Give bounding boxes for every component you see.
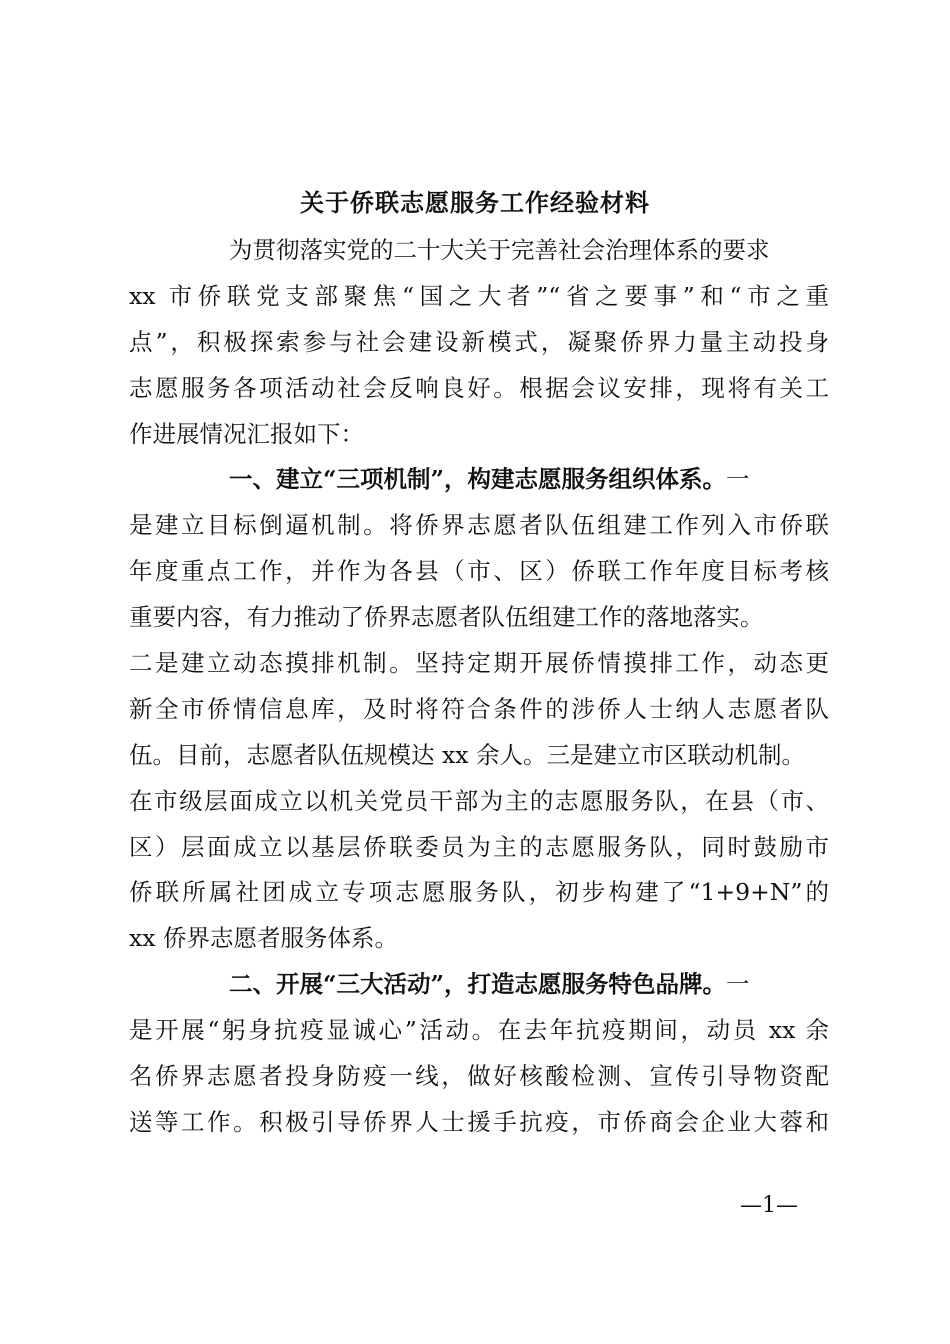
paragraph-line: xx 侨界志愿者服务体系。 (129, 924, 398, 953)
paragraph-line: 二是建立动态摸排机制。坚持定期开展侨情摸排工作，动态更 (129, 649, 829, 678)
paragraph-line: 为贯彻落实党的二十大关于完善社会治理体系的要求 (229, 236, 770, 264)
paragraph-line: 志愿服务各项活动社会反响良好。根据会议安排，现将有关工 (129, 373, 829, 402)
paragraph-line: 伍。目前，志愿者队伍规模达 xx 余人。三是建立市区联动机制。 (129, 740, 805, 769)
paragraph-line: 是开展“躬身抗疫显诚心”活动。在去年抗疫期间，动员 xx 余 (129, 1016, 829, 1045)
paragraph-line: 名侨界志愿者投身防疫一线，做好核酸检测、宣传引导物资配 (129, 1062, 829, 1091)
paragraph-line: 是建立目标倒逼机制。将侨界志愿者队伍组建工作列入市侨联 (129, 511, 829, 540)
paragraph-line: 送等工作。积极引导侨界人士援手抗疫，市侨商会企业大蓉和 (129, 1107, 829, 1136)
paragraph-line: 年度重点工作，并作为各县（市、区）侨联工作年度目标考核 (129, 557, 829, 586)
paragraph-line: 在市级层面成立以机关党员干部为主的志愿服务队，在县（市、 (129, 786, 829, 815)
paragraph-line: 点”，积极探索参与社会建设新模式，凝聚侨界力量主动投身 (129, 327, 829, 356)
paragraph-line: 作进展情况汇报如下： (129, 419, 364, 448)
section-heading-line (129, 457, 829, 503)
paragraph-line: 区）层面成立以基层侨联委员为主的志愿服务队，同时鼓励市 (129, 832, 829, 861)
paragraph-line: 重要内容，有力推动了侨界志愿者队伍组建工作的落地落实。 (129, 603, 764, 632)
section-heading-tail: 一 (726, 970, 750, 999)
document-title: 关于侨联志愿服务工作经验材料 (300, 188, 650, 217)
section-heading-line (129, 962, 829, 1008)
paragraph-line: 侨联所属社团成立专项志愿服务队，初步构建了“1+9+N”的 (129, 878, 829, 907)
paragraph-line: 新全市侨情信息库，及时将符合条件的涉侨人士纳人志愿者队 (129, 694, 829, 723)
section-heading: 一、建立“三项机制”，构建志愿服务组织体系。 (229, 465, 727, 494)
section-heading: 二、开展“三大活动”，打造志愿服务特色品牌。 (229, 970, 727, 999)
paragraph-line: xx 市侨联党支部聚焦“国之大者”“省之要事”和“市之重 (129, 281, 829, 310)
section-heading-tail: 一 (726, 465, 750, 494)
page-number: —1— (740, 1193, 798, 1218)
document-body (129, 228, 829, 1146)
